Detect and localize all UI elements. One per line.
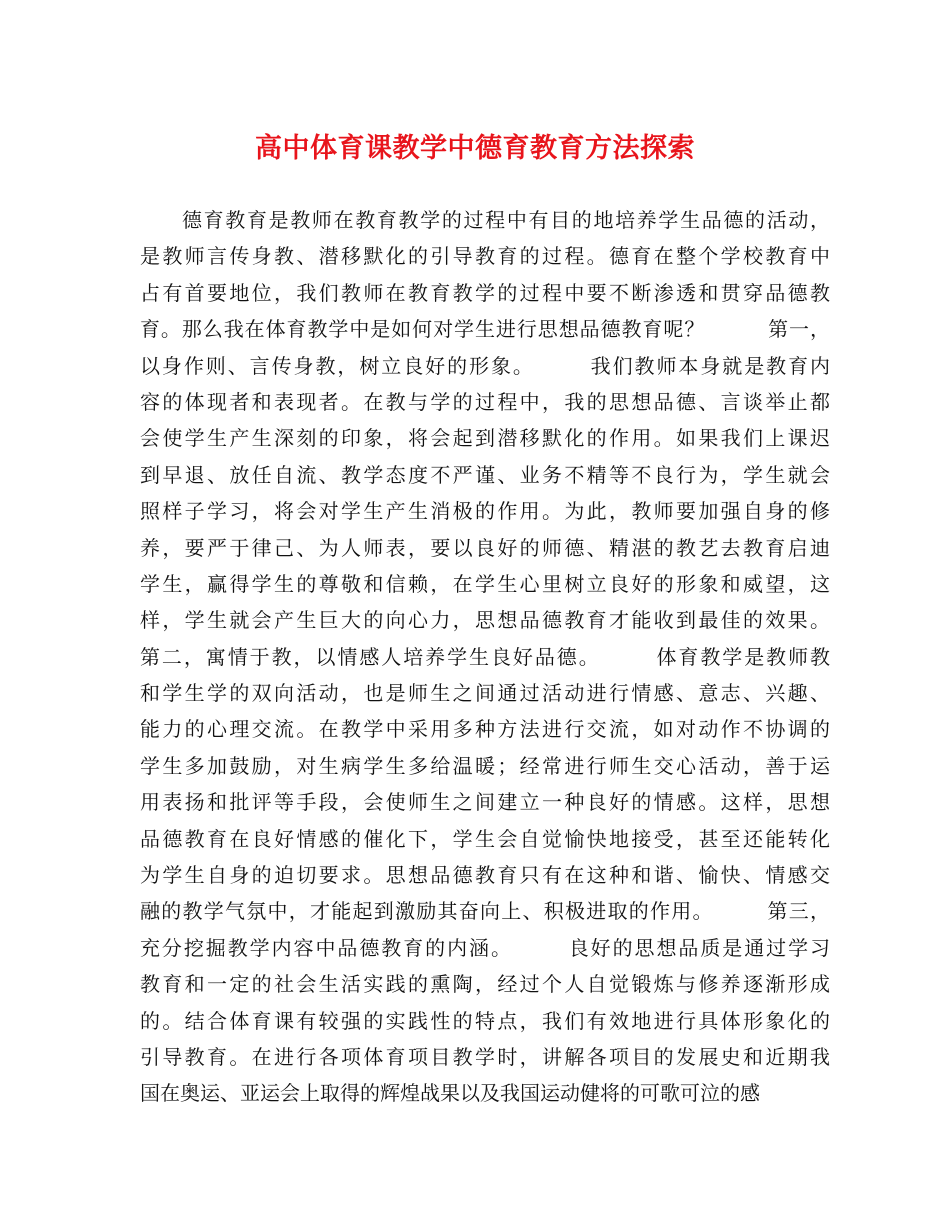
body-line: 学生多加鼓励，对生病学生多给温暖；经常进行师生交心活动，善于运 — [140, 753, 830, 778]
body-line: 国在奥运、亚运会上取得的辉煌战果以及我国运动健将的可歌可泣的感 — [140, 1081, 760, 1106]
body-line: 充分挖掘教学内容中品德教育的内涵。 良好的思想品质是通过学习 — [140, 935, 830, 960]
body-line: 第二，寓情于教，以情感人培养学生良好品德。 体育教学是教师教 — [140, 644, 830, 669]
body-line: 到早退、放任自流、教学态度不严谨、业务不精等不良行为，学生就会 — [140, 462, 830, 487]
body-line: 和学生学的双向活动，也是师生之间通过活动进行情感、意志、兴趣、 — [140, 681, 830, 706]
body-line: 学生，赢得学生的尊敬和信赖，在学生心里树立良好的形象和威望，这 — [140, 571, 830, 596]
body-line: 用表扬和批评等手段，会使师生之间建立一种良好的情感。这样，思想 — [140, 790, 830, 815]
body-line: 占有首要地位，我们教师在教育教学的过程中要不断渗透和贯穿品德教 — [140, 280, 830, 305]
body-line: 会使学生产生深刻的印象，将会起到潜移默化的作用。如果我们上课迟 — [140, 426, 830, 451]
body-line: 融的教学气氛中，才能起到激励其奋向上、积极进取的作用。 第三， — [140, 899, 830, 924]
body-line: 是教师言传身教、潜移默化的引导教育的过程。德育在整个学校教育中 — [140, 244, 830, 269]
document-body — [140, 202, 830, 1112]
body-line: 德育教育是教师在教育教学的过程中有目的地培养学生品德的活动， — [182, 208, 830, 232]
body-line: 养，要严于律己、为人师表，要以良好的师德、精湛的教艺去教育启迪 — [140, 535, 830, 560]
document-title: 高中体育课教学中德育教育方法探索 — [255, 133, 695, 164]
body-line: 的。结合体育课有较强的实践性的特点，我们有效地进行具体形象化的 — [140, 1008, 830, 1033]
body-line: 照样子学习，将会对学生产生消极的作用。为此，教师要加强自身的修 — [140, 499, 830, 524]
body-line: 样，学生就会产生巨大的向心力，思想品德教育才能收到最佳的效果。 — [140, 608, 830, 633]
body-line: 教育和一定的社会生活实践的熏陶，经过个人自觉锻炼与修养逐渐形成 — [140, 972, 830, 997]
body-line: 育。那么我在体育教学中是如何对学生进行思想品德教育呢？ 第一， — [140, 317, 830, 342]
body-line: 为学生自身的迫切要求。思想品德教育只有在这种和谐、愉快、情感交 — [140, 863, 830, 888]
body-line: 以身作则、言传身教，树立良好的形象。 我们教师本身就是教育内 — [140, 353, 830, 378]
body-line: 能力的心理交流。在教学中采用多种方法进行交流，如对动作不协调的 — [140, 717, 830, 742]
body-line: 品德教育在良好情感的催化下，学生会自觉愉快地接受，甚至还能转化 — [140, 826, 830, 851]
body-line: 容的体现者和表现者。在教与学的过程中，我的思想品德、言谈举止都 — [140, 389, 830, 414]
body-line: 引导教育。在进行各项体育项目教学时，讲解各项目的发展史和近期我 — [140, 1044, 830, 1069]
